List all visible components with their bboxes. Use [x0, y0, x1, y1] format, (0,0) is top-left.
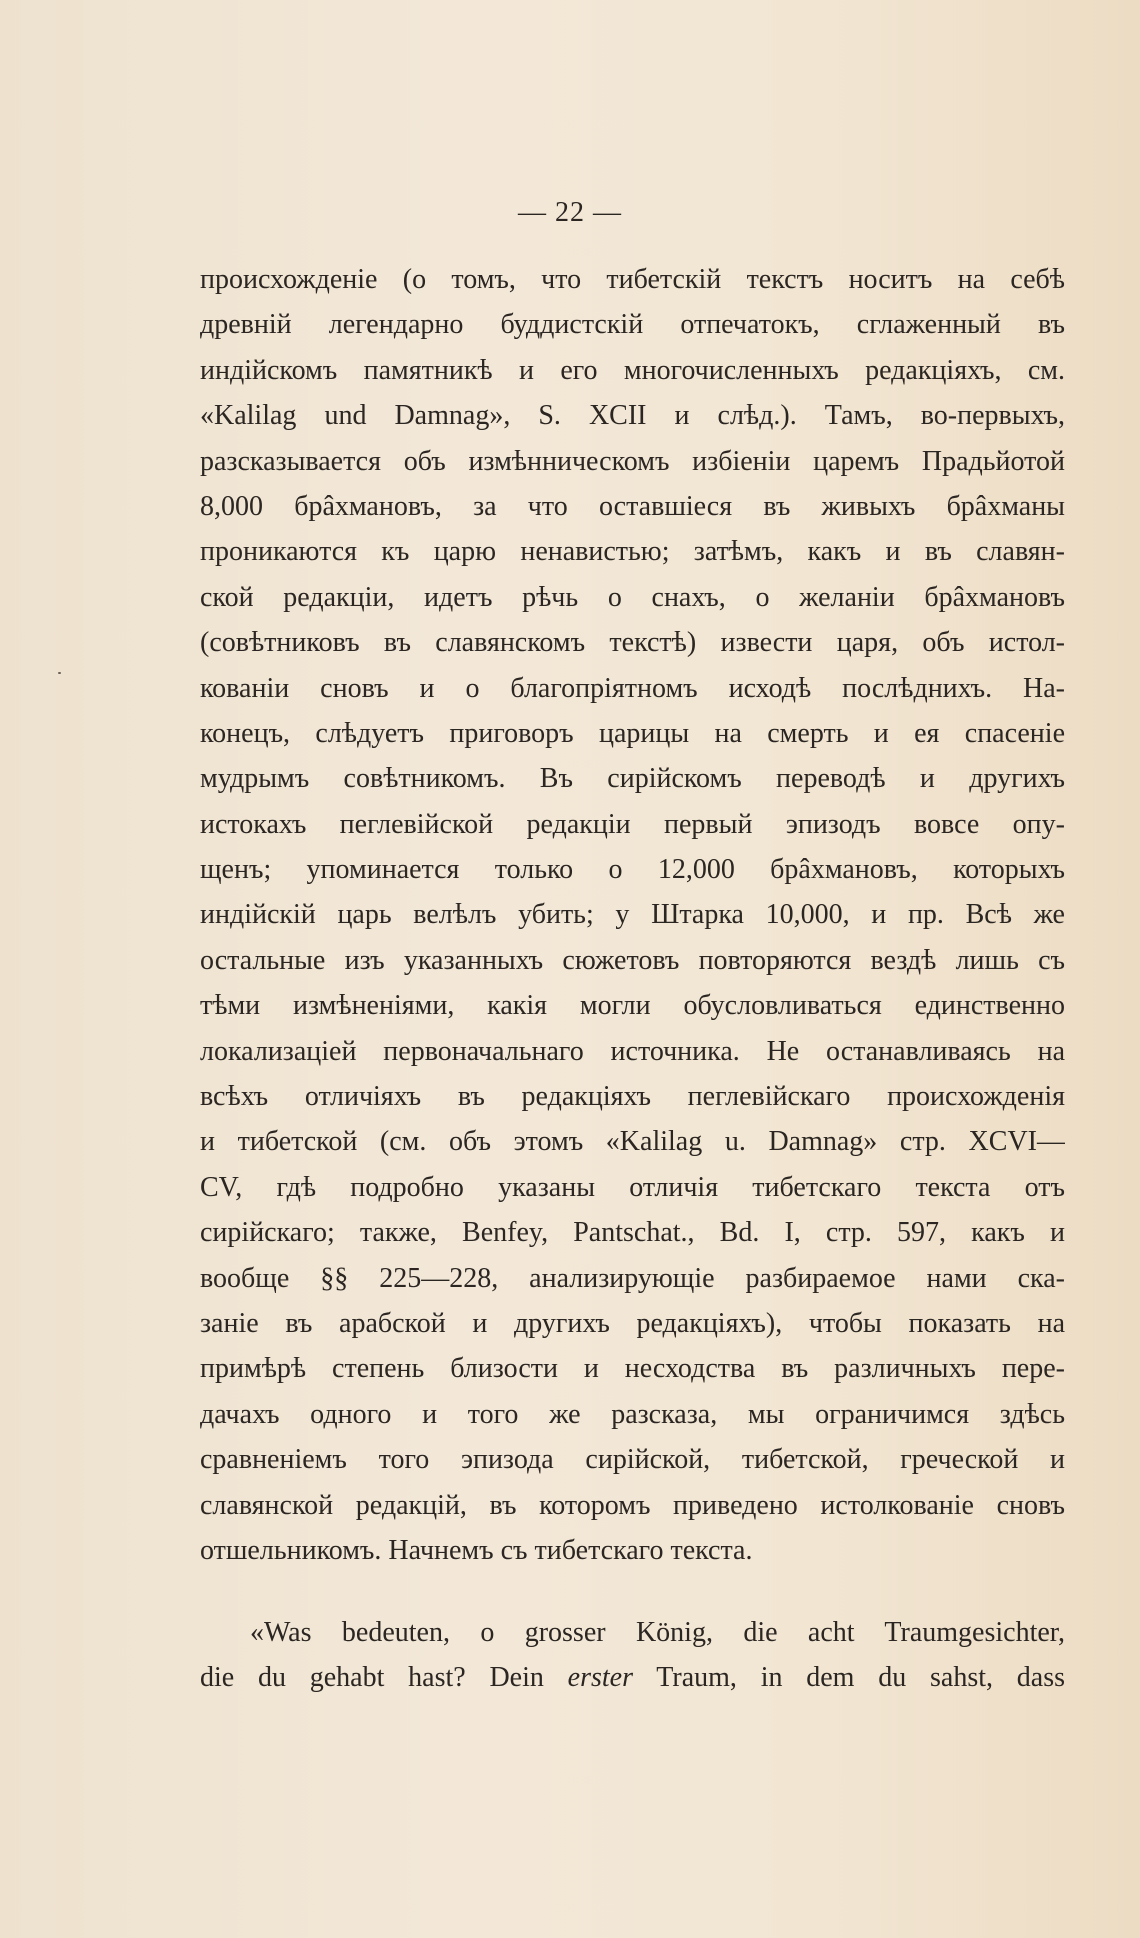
- text-line: остальные изъ указанныхъ сюжетовъ повторяются вездѣ лишь съ: [200, 944, 1065, 976]
- text-line: заніе въ арабской и другихъ редакціяхъ), чтобы показать на: [200, 1307, 1065, 1339]
- text-line: истокахъ пеглевійской редакціи первый эпизодъ вовсе опу-: [200, 808, 1065, 840]
- text-line: индійскомъ памятникѣ и его многочисленныхъ редакціяхъ, см.: [200, 354, 1065, 386]
- text-line: примѣрѣ степень близости и несходства въ различныхъ пере-: [200, 1353, 1065, 1385]
- quote-text: die du gehabt hast? Dein: [200, 1662, 568, 1694]
- text-line: проникаются къ царю ненавистью; затѣмъ, какъ и въ славян-: [200, 536, 1065, 568]
- text-line: вообще §§ 225—228, анализирующіе разбираемое нами ска-: [200, 1262, 1065, 1294]
- quote-emphasis: erster: [567, 1662, 633, 1694]
- text-line: славянской редакцій, въ которомъ приведено истолкованіе сновъ: [200, 1489, 1065, 1521]
- text-line: конецъ, слѣдуетъ приговоръ царицы на смерть и ея спасеніе: [200, 717, 1065, 749]
- text-line: сравненіемъ того эпизода сирійской, тибетской, греческой и: [200, 1444, 1065, 1476]
- text-line: ской редакціи, идетъ рѣчь о снахъ, о желаніи брâхмановъ: [200, 581, 1065, 613]
- text-line: дачахъ одного и того же разсказа, мы ограничимся здѣсь: [200, 1398, 1065, 1430]
- quote-paragraph: [200, 1610, 1065, 1701]
- page-number: — 22 —: [518, 197, 622, 228]
- text-line: всѣхъ отличіяхъ въ редакціяхъ пеглевійскаго происхожденія: [200, 1081, 1065, 1113]
- text-line: разсказывается объ измѣнническомъ избіеніи царемъ Прадьйотой: [200, 445, 1065, 477]
- text-line: происхожденіе (о томъ, что тибетскій текстъ носитъ на себѣ: [200, 264, 1065, 295]
- text-line: отшельникомъ. Начнемъ съ тибетскаго текста.: [200, 1534, 753, 1566]
- text-line: тѣми измѣненіями, какія могли обусловливаться единственно: [200, 990, 1065, 1022]
- text-line: кованіи сновъ и о благопріятномъ исходѣ послѣднихъ. На-: [200, 672, 1065, 704]
- text-line: щенъ; упоминается только о 12,000 брâхмановъ, которыхъ: [200, 854, 1065, 886]
- text-line: «Kalilag und Damnag», S. XCII и слѣд.). Тамъ, во-первыхъ,: [200, 400, 1065, 432]
- text-line: мудрымъ совѣтникомъ. Въ сирійскомъ переводѣ и другихъ: [200, 763, 1065, 795]
- text-line: 8,000 брâхмановъ, за что оставшіеся въ живыхъ брâхманы: [200, 490, 1065, 522]
- text-line: и тибетской (см. объ этомъ «Kalilag u. Damnag» стр. XCVI—: [200, 1126, 1065, 1158]
- text-line: индійскій царь велѣлъ убить; у Штарка 10,000, и пр. Всѣ же: [200, 899, 1065, 931]
- text-line: (совѣтниковъ въ славянскомъ текстѣ) извести царя, объ истол-: [200, 627, 1065, 659]
- quote-text: Traum, in dem du sahst, dass: [633, 1662, 1065, 1694]
- text-line: сирійскаго; также, Benfey, Pantschat., Bd. I, стр. 597, какъ и: [200, 1217, 1065, 1249]
- text-line: локализаціей первоначальнаго источника. Не останавливаясь на: [200, 1035, 1065, 1067]
- quote-line: «Was bedeuten, o grosser König, die acht Traumgesichter,: [250, 1617, 1065, 1648]
- quote-line: [200, 1655, 1065, 1700]
- main-paragraph: [200, 257, 1065, 1573]
- paper-speck: [58, 672, 61, 674]
- text-line: древній легендарно буддистскій отпечатокъ, сглаженный въ: [200, 309, 1065, 341]
- text-line: CV, гдѣ подробно указаны отличія тибетскаго текста отъ: [200, 1171, 1065, 1203]
